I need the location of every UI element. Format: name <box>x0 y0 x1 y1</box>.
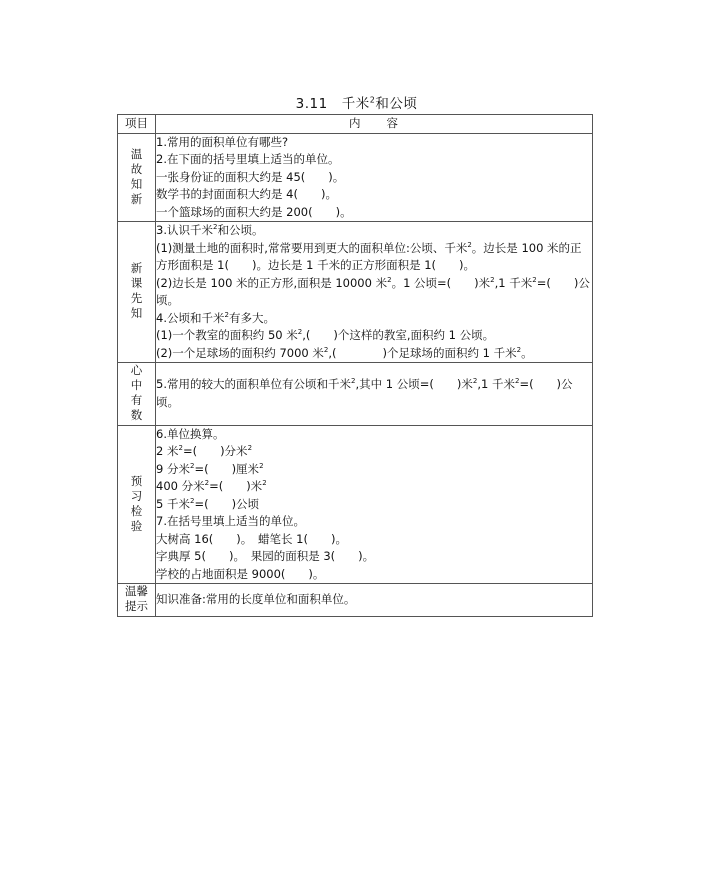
title-text-pre: 千米 <box>341 96 370 112</box>
content-line: 大树高 16( )。 蜡笔长 1( )。 <box>156 531 347 546</box>
content-line: (2)边长是 100 米的正方形,面积是 10000 米$^2$。1 公顷=( )米$^2$,1 千米$^2$=( )公顷。 <box>156 275 590 307</box>
header-content: 内 容 <box>156 115 593 134</box>
title-number: 3.11 <box>295 96 328 112</box>
header-item: 项目 <box>118 115 156 134</box>
section-label: 温馨提示 <box>118 584 156 617</box>
content-line: 字典厚 5( )。 果园的面积是 3( )。 <box>156 549 375 563</box>
content-line: 1.常用的面积单位有哪些? <box>156 134 289 149</box>
content-line: 数学书的封面面积大约是 4( )。 <box>156 187 337 201</box>
section-label: 心中有数 <box>118 363 156 426</box>
content-line: (1)测量土地的面积时,常常要用到更大的面积单位:公顷、千米$^2$。边长是 100 米的正方形面积是 1( )。边长是 1 千米的正方形面积是 1( )。 <box>156 240 582 272</box>
header-row <box>118 115 593 134</box>
content-line: 2 米$^2$=( )分米$^2$ <box>156 444 253 458</box>
section-content <box>156 363 593 426</box>
content-line: 4.公顷和千米$^2$有多大。 <box>156 310 275 325</box>
content-line: 400 分米$^2$=( )米$^2$ <box>156 479 267 493</box>
content-line: (1)一个教室的面积约 50 米$^2$,( )个这样的教室,面积约 1 公顷。 <box>156 328 495 342</box>
content-line: 一张身份证的面积大约是 45( )。 <box>156 169 345 184</box>
section-row-check <box>118 425 593 584</box>
content-line: 9 分米$^2$=( )厘米$^2$ <box>156 461 264 476</box>
content-line: (2)一个足球场的面积约 7000 米$^2$,( )个足球场的面积约 1 千米$^2$。 <box>156 345 533 360</box>
section-row-preview <box>118 222 593 363</box>
content-line: 2.在下面的括号里填上适当的单位。 <box>156 152 340 166</box>
section-label: 温故知新 <box>118 133 156 222</box>
content-line: 6.单位换算。 <box>156 426 225 441</box>
title-superscript: 2 <box>369 95 376 105</box>
section-row-review <box>118 133 593 222</box>
section-row-summary <box>118 363 593 426</box>
section-content <box>156 222 593 363</box>
study-table <box>117 114 593 617</box>
section-content <box>156 584 593 617</box>
content-line: 3.认识千米$^2$和公顷。 <box>156 223 264 237</box>
content-line: 5.常用的较大的面积单位有公顷和千米$^2$,其中 1 公顷=( )米$^2$,1 千米$^2$=( )公顷。 <box>156 377 573 409</box>
section-content <box>156 425 593 584</box>
section-label: 新课先知 <box>118 222 156 363</box>
content-line: 5 千米$^2$=( )公顷 <box>156 496 260 511</box>
content-line: 一个篮球场的面积大约是 200( )。 <box>156 204 352 219</box>
page-title <box>0 92 713 112</box>
content-line: 知识准备:常用的长度单位和面积单位。 <box>156 592 356 606</box>
section-row-tips <box>118 584 593 617</box>
title-text-post: 和公顷 <box>375 96 418 112</box>
content-line: 7.在括号里填上适当的单位。 <box>156 514 305 528</box>
section-content <box>156 133 593 222</box>
section-label: 预习检验 <box>118 425 156 584</box>
content-line: 学校的占地面积是 9000( )。 <box>156 566 325 581</box>
